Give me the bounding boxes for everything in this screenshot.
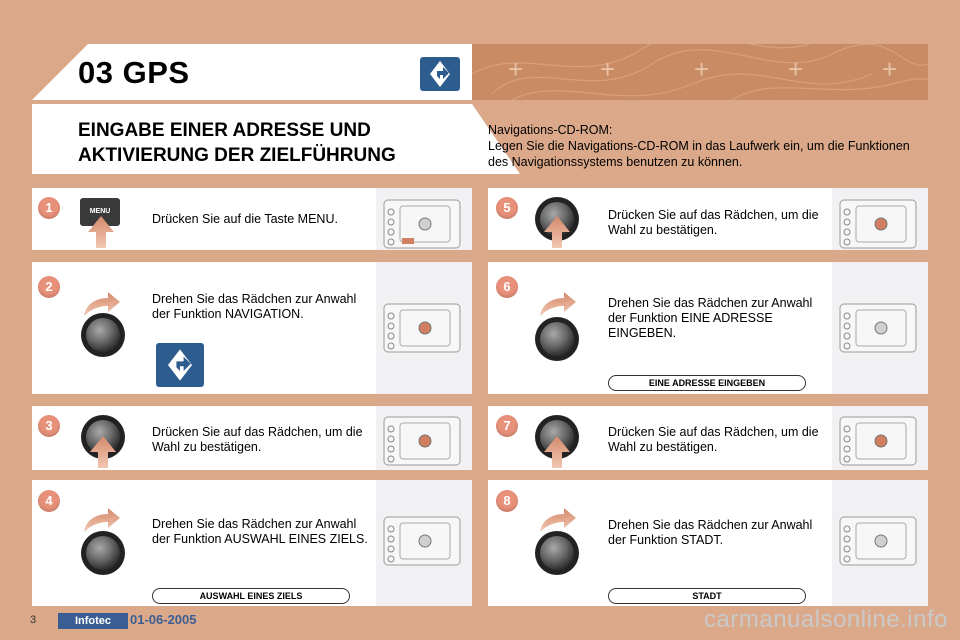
- map-cross-mark: +: [882, 54, 898, 84]
- map-cross-mark: +: [788, 54, 804, 84]
- page-number: 3: [30, 614, 37, 626]
- press-arrow-icon: [542, 434, 572, 468]
- step-number-badge: 7: [496, 415, 518, 437]
- step-4-text: Drehen Sie das Rädchen zur Anwahl der Funktion AUSWAHL EINES ZIELS.: [152, 517, 368, 546]
- document-date: 01-06-2005: [130, 612, 197, 627]
- radio-device-illustration: [838, 410, 918, 472]
- radio-device-illustration: [382, 297, 462, 359]
- section-title: EINGABE EINER ADRESSE UND AKTIVIERUNG DER ZIELFÜHRUNG: [78, 120, 396, 166]
- step-number-badge: 1: [38, 197, 60, 219]
- radio-device-illustration: [382, 193, 462, 255]
- navigation-menu-icon: [156, 343, 204, 387]
- step-number-badge: 2: [38, 276, 60, 298]
- header-map-decoration: [472, 44, 928, 100]
- step-8-text: Drehen Sie das Rädchen zur Anwahl der Funktion STADT.: [608, 518, 813, 547]
- page-title: 03 GPS: [78, 55, 190, 90]
- step-1-text: Drücken Sie auf die Taste MENU.: [152, 212, 338, 226]
- press-arrow-icon: [88, 434, 118, 468]
- map-cross-mark: +: [508, 54, 524, 84]
- step-number-badge: 5: [496, 197, 518, 219]
- cdrom-note: Navigations-CD-ROM: Legen Sie die Navigations-CD-ROM in das Laufwerk ein, um die Funktionen des Navigationssystems benutzen zu können.: [488, 123, 910, 169]
- rotary-knob-icon: [80, 530, 126, 576]
- menu-option-pill: STADT: [608, 588, 806, 604]
- step-number-badge: 3: [38, 415, 60, 437]
- step-5-text: Drücken Sie auf das Rädchen, um die Wahl zu bestätigen.: [608, 208, 819, 237]
- rotary-knob-icon: [80, 312, 126, 358]
- menu-option-pill: AUSWAHL EINES ZIELS: [152, 588, 350, 604]
- step-6-text: Drehen Sie das Rädchen zur Anwahl der Funktion EINE ADRESSE EINGEBEN.: [608, 296, 813, 340]
- radio-device-illustration: [838, 510, 918, 572]
- radio-device-illustration: [838, 193, 918, 255]
- map-cross-mark: +: [600, 54, 616, 84]
- radio-device-illustration: [838, 297, 918, 359]
- map-cross-mark: +: [694, 54, 710, 84]
- infotec-logo: Infotec: [58, 613, 128, 629]
- radio-device-illustration: [382, 410, 462, 472]
- press-arrow-icon: [542, 214, 572, 248]
- step-2-text: Drehen Sie das Rädchen zur Anwahl der Funktion NAVIGATION.: [152, 292, 357, 321]
- step-number-badge: 8: [496, 490, 518, 512]
- rotary-knob-icon: [534, 316, 580, 362]
- menu-option-pill: EINE ADRESSE EINGEBEN: [608, 375, 806, 391]
- navigation-icon: [420, 57, 460, 91]
- rotary-knob-icon: [534, 530, 580, 576]
- step-7-text: Drücken Sie auf das Rädchen, um die Wahl zu bestätigen.: [608, 425, 819, 454]
- menu-button-graphic: MENU: [80, 198, 120, 226]
- site-watermark: carmanualsonline.info: [704, 606, 948, 633]
- rotate-arrow-icon: [538, 290, 578, 318]
- step-number-badge: 6: [496, 276, 518, 298]
- step-number-badge: 4: [38, 490, 60, 512]
- step-3-text: Drücken Sie auf das Rädchen, um die Wahl zu bestätigen.: [152, 425, 363, 454]
- press-arrow-icon: [86, 214, 116, 248]
- radio-device-illustration: [382, 510, 462, 572]
